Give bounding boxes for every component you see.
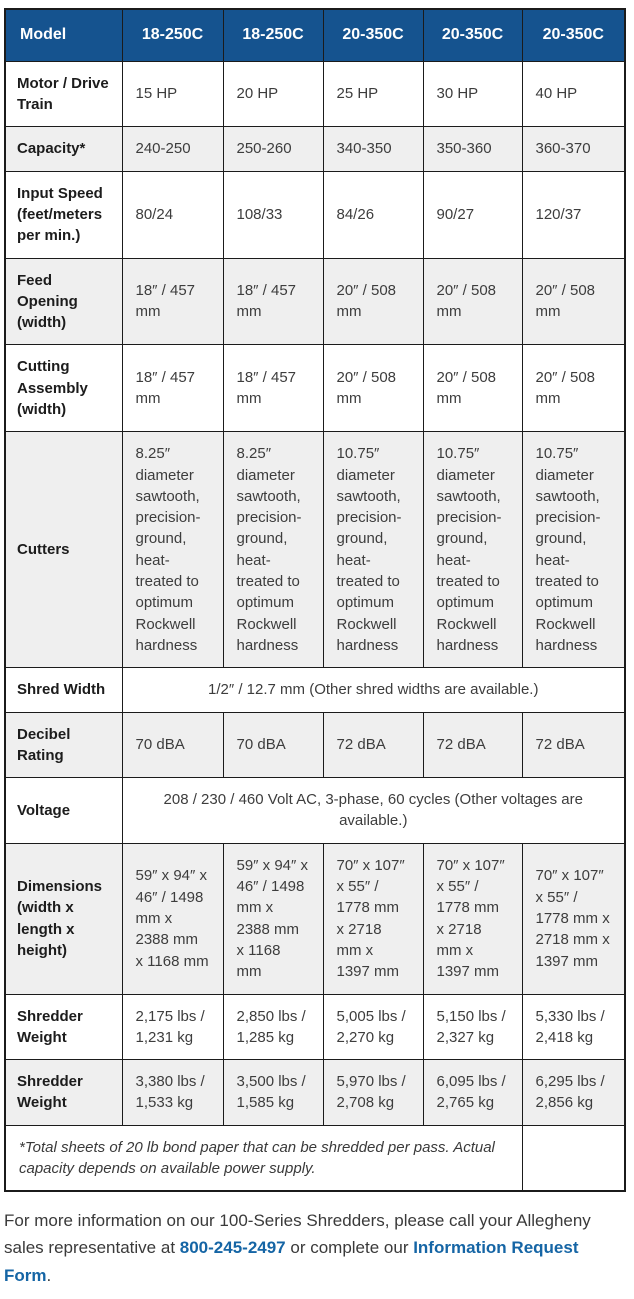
spec-value-cell: 350-360: [423, 127, 522, 171]
spec-row-label: Shredder Weight: [5, 1060, 122, 1126]
spec-row: [5, 345, 625, 432]
spec-value-cell: 72 dBA: [522, 712, 625, 778]
spec-value-cell: 20″ / 508 mm: [323, 345, 423, 432]
footer-text-before-phone: For more information on our 100-Series Shredders, please call your Allegheny sales representative at: [4, 1211, 591, 1258]
footer-text-between: or complete our: [285, 1238, 414, 1258]
spec-row: [5, 843, 625, 994]
spec-value-cell: 5,150 lbs / 2,327 kg: [423, 994, 522, 1060]
spec-row-label: Shredder Weight: [5, 994, 122, 1060]
spec-value-cell: 240-250: [122, 127, 223, 171]
spec-value-cell: 84/26: [323, 171, 423, 258]
spec-row-label: Cutters: [5, 432, 122, 668]
spec-row-label: Input Speed (feet/meters per min.): [5, 171, 122, 258]
spec-row: [5, 1060, 625, 1126]
spec-row-label: Dimensions (width x length x height): [5, 843, 122, 994]
spec-row: [5, 127, 625, 171]
spec-row: [5, 668, 625, 712]
spec-value-cell: 20″ / 508 mm: [423, 258, 522, 345]
spec-value-cell: 3,500 lbs / 1,585 kg: [223, 1060, 323, 1126]
spec-value-cell: 3,380 lbs / 1,533 kg: [122, 1060, 223, 1126]
table-body: [5, 61, 625, 1191]
spec-value-cell: 18″ / 457 mm: [223, 345, 323, 432]
spec-value-cell: 70″ x 107″ x 55″ / 1778 mm x 2718 mm x 1397 mm: [323, 843, 423, 994]
spec-value-cell: 20″ / 508 mm: [522, 345, 625, 432]
spec-value-cell: 8.25″ diameter sawtooth, precision-ground, heat-treated to optimum Rockwell hardness: [223, 432, 323, 668]
spec-row-label: Feed Opening (width): [5, 258, 122, 345]
spec-value-cell: 70″ x 107″ x 55″ / 1778 mm x 2718 mm x 1397 mm: [522, 843, 625, 994]
spec-value-cell: 18″ / 457 mm: [223, 258, 323, 345]
spec-value-cell: 10.75″ diameter sawtooth, precision-ground, heat-treated to optimum Rockwell hardness: [522, 432, 625, 668]
spec-value-cell: 40 HP: [522, 61, 625, 127]
spec-value-cell: 250-260: [223, 127, 323, 171]
spec-value-cell: 360-370: [522, 127, 625, 171]
spec-row-label: Cutting Assembly (width): [5, 345, 122, 432]
spec-value-cell: 10.75″ diameter sawtooth, precision-ground, heat-treated to optimum Rockwell hardness: [423, 432, 522, 668]
spec-value-cell: 8.25″ diameter sawtooth, precision-ground, heat-treated to optimum Rockwell hardness: [122, 432, 223, 668]
spec-value-cell: 20″ / 508 mm: [423, 345, 522, 432]
spec-value-cell: 70 dBA: [122, 712, 223, 778]
spec-row: [5, 712, 625, 778]
footer-text-after: .: [46, 1265, 52, 1285]
phone-link[interactable]: 800-245-2497: [179, 1238, 286, 1258]
spec-value-cell: 18″ / 457 mm: [122, 258, 223, 345]
spec-row-label: Capacity*: [5, 127, 122, 171]
spec-row-label: Shred Width: [5, 668, 122, 712]
spec-value-cell: 59″ x 94″ x 46″ / 1498 mm x 2388 mm x 1168 mm: [223, 843, 323, 994]
header-row: [5, 9, 625, 61]
spec-value-cell: 2,175 lbs / 1,231 kg: [122, 994, 223, 1060]
model-header: 20-350C: [423, 9, 522, 61]
table-header: [5, 9, 625, 61]
spec-value-cell: 5,330 lbs / 2,418 kg: [522, 994, 625, 1060]
spec-value-cell: 2,850 lbs / 1,285 kg: [223, 994, 323, 1060]
information-request-form-link[interactable]: Information Request Form: [4, 1238, 579, 1285]
spec-value-cell: 25 HP: [323, 61, 423, 127]
spec-row: [5, 432, 625, 668]
spec-value-cell: 18″ / 457 mm: [122, 345, 223, 432]
spec-value-cell: 72 dBA: [323, 712, 423, 778]
footnote-empty-cell: [522, 1125, 625, 1191]
spec-value-cell: 120/37: [522, 171, 625, 258]
spec-value-cell: 59″ x 94″ x 46″ / 1498 mm x 2388 mm x 1168 mm: [122, 843, 223, 994]
footnote-row: [5, 1125, 625, 1191]
model-column-label: Model: [5, 9, 122, 61]
model-header: 20-350C: [323, 9, 423, 61]
spec-row-label: Voltage: [5, 778, 122, 844]
spec-value-cell: 15 HP: [122, 61, 223, 127]
spec-row: [5, 61, 625, 127]
spec-row-label: Motor / Drive Train: [5, 61, 122, 127]
spec-value-cell: 6,095 lbs / 2,765 kg: [423, 1060, 522, 1126]
spec-value-cell: 340-350: [323, 127, 423, 171]
model-header: 18-250C: [122, 9, 223, 61]
spec-value-cell: 20″ / 508 mm: [522, 258, 625, 345]
spec-span-value-cell: 208 / 230 / 460 Volt AC, 3-phase, 60 cycles (Other voltages are available.): [122, 778, 625, 844]
footnote-text: *Total sheets of 20 lb bond paper that can be shredded per pass. Actual capacity depends on available power supply.: [5, 1125, 522, 1191]
model-header: 18-250C: [223, 9, 323, 61]
spec-row: [5, 171, 625, 258]
spec-value-cell: 20″ / 508 mm: [323, 258, 423, 345]
footer-note: [4, 1207, 628, 1289]
model-header: 20-350C: [522, 9, 625, 61]
spec-row: [5, 994, 625, 1060]
spec-value-cell: 30 HP: [423, 61, 522, 127]
spec-row: [5, 778, 625, 844]
spec-value-cell: 90/27: [423, 171, 522, 258]
spec-value-cell: 70 dBA: [223, 712, 323, 778]
spec-value-cell: 10.75″ diameter sawtooth, precision-ground, heat-treated to optimum Rockwell hardness: [323, 432, 423, 668]
spec-value-cell: 70″ x 107″ x 55″ / 1778 mm x 2718 mm x 1397 mm: [423, 843, 522, 994]
spec-value-cell: 20 HP: [223, 61, 323, 127]
spec-value-cell: 80/24: [122, 171, 223, 258]
shredder-spec-table: [4, 8, 626, 1192]
spec-value-cell: 72 dBA: [423, 712, 522, 778]
spec-row: [5, 258, 625, 345]
spec-row-label: Decibel Rating: [5, 712, 122, 778]
spec-value-cell: 108/33: [223, 171, 323, 258]
spec-value-cell: 6,295 lbs / 2,856 kg: [522, 1060, 625, 1126]
spec-value-cell: 5,005 lbs / 2,270 kg: [323, 994, 423, 1060]
spec-span-value-cell: 1/2″ / 12.7 mm (Other shred widths are available.): [122, 668, 625, 712]
spec-value-cell: 5,970 lbs / 2,708 kg: [323, 1060, 423, 1126]
